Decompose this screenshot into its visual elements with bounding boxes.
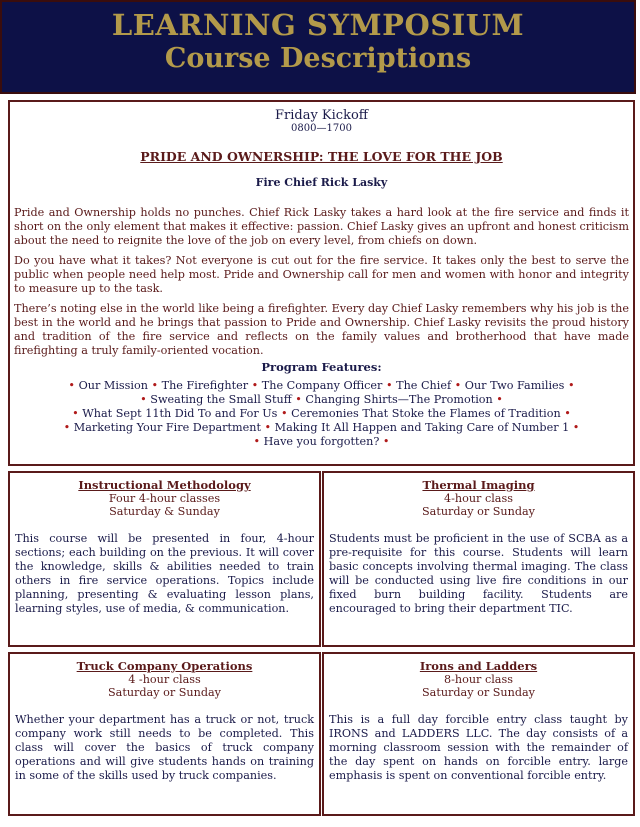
course-title: Irons and Ladders [419, 659, 538, 673]
session-headline: PRIDE AND OWNERSHIP: THE LOVE FOR THE JOB [140, 149, 503, 164]
feature-item: What Sept 11th Did To and For Us [78, 407, 281, 420]
bullet-icon: • [454, 379, 462, 392]
feature-item: Our Mission [75, 379, 152, 392]
bullet-icon: • [382, 435, 390, 448]
feature-item: Have you forgotten? [260, 435, 383, 448]
course-box [8, 471, 321, 647]
features-line [14, 421, 629, 435]
bullet-icon: • [564, 407, 571, 420]
feature-item: Sweating the Small Stuff [146, 393, 296, 406]
course-days: Saturday or Sunday [108, 686, 221, 699]
bullet-icon: • [63, 421, 71, 434]
feature-item: The Company Officer [258, 379, 386, 392]
feature-item: The Chief [392, 379, 455, 392]
features-line [14, 435, 629, 449]
course-title: Thermal Imaging [422, 478, 535, 492]
course-days: Saturday or Sunday [422, 505, 535, 518]
course-duration: 8-hour class [444, 673, 513, 686]
course-duration: Four 4-hour classes [108, 492, 221, 505]
feature-item: The Firefighter [158, 379, 252, 392]
course-box [322, 471, 635, 647]
bullet-icon: • [567, 379, 575, 392]
description-paragraph: Do you have what it takes? Not everyone is cut out for the fire service. It takes only the best to serve the public when people need help most. Pride and Ownership call for men and women with honor and integrity to measure up to the task. [14, 254, 629, 295]
speaker-name: Fire Chief Rick Lasky [255, 176, 388, 189]
bullet-icon: • [251, 379, 259, 392]
kickoff-time: 0800—1700 [291, 123, 352, 134]
course-duration: 4 -hour class [128, 673, 201, 686]
course-description: This is a full day forcible entry class taught by IRONS and LADDERS LLC. The day consists of a morning classroom session with the remainder of the day spent on hands on forcible entry. large emphasis is spent on conventional forcible entry. [329, 713, 628, 782]
description-paragraph: There’s noting else in the world like being a firefighter. Every day Chief Lasky remembers why his job is the best in the world and he brings that passion to Pride and Ownership. Chief Lasky revisits the proud history and tradition of the fire service and reflects on the family values and brotherhood that have made firefighting a truly family-oriented vocation. [14, 302, 629, 357]
course-description: This course will be presented in four, 4-hour sections; each building on the previous. It will cover the knowledge, skills & abilities needed to train others in fire service operations. Topics include planning, presenting & evaluating lesson plans, learning styles, use of media, & communication. [15, 532, 314, 615]
bullet-icon: • [140, 393, 147, 406]
kickoff-label: Friday Kickoff [274, 108, 369, 123]
features-line [14, 393, 629, 407]
feature-item: Marketing Your Fire Department [70, 421, 265, 434]
course-duration: 4-hour class [444, 492, 513, 505]
feature-item: Ceremonies That Stoke the Flames of Tradition [287, 407, 565, 420]
bullet-icon: • [295, 393, 302, 406]
page-header [0, 0, 636, 94]
bullet-icon: • [496, 393, 503, 406]
page-subtitle: Course Descriptions [164, 43, 472, 74]
bullet-icon: • [72, 407, 79, 420]
bullet-icon: • [280, 407, 288, 420]
description-paragraph: Pride and Ownership holds no punches. Chief Rick Lasky takes a hard look at the fire service and finds it short on the only element that makes it effective: passion. Chief Lasky gives an upfront and honest criticism about the need to reignite the love of the job on every level, from chiefs on down. [14, 206, 629, 247]
bullet-icon: • [151, 379, 159, 392]
features-line [14, 379, 629, 393]
feature-item: Making It All Happen and Taking Care of Number 1 [271, 421, 573, 434]
features-list [14, 379, 629, 449]
feature-item: Our Two Families [461, 379, 568, 392]
features-title: Program Features: [261, 360, 382, 374]
course-title: Truck Company Operations [76, 659, 253, 673]
page-title: LEARNING SYMPOSIUM [111, 8, 525, 42]
course-days: Saturday or Sunday [422, 686, 535, 699]
bullet-icon: • [572, 421, 580, 434]
bullet-icon: • [385, 379, 393, 392]
features-line [14, 407, 629, 421]
course-description: Whether your department has a truck or not, truck company work still needs to be completed. This class will cover the basics of truck company operations and will give students hands on training in some of the skills used by truck companies. [15, 713, 314, 782]
bullet-icon: • [68, 379, 76, 392]
course-box [322, 652, 635, 816]
course-description: Students must be proficient in the use of SCBA as a pre-requisite for this course. Students will learn basic concepts involving thermal imaging. The class will be conducted using live fire conditions in our fixed burn building facility. Students are encouraged to bring their department TIC. [329, 532, 628, 615]
feature-item: Changing Shirts—The Promotion [301, 393, 497, 406]
kickoff-panel [8, 100, 635, 466]
bullet-icon: • [253, 435, 261, 448]
bullet-icon: • [264, 421, 272, 434]
course-box [8, 652, 321, 816]
course-days: Saturday & Sunday [109, 505, 220, 518]
course-title: Instructional Methodology [78, 478, 251, 492]
